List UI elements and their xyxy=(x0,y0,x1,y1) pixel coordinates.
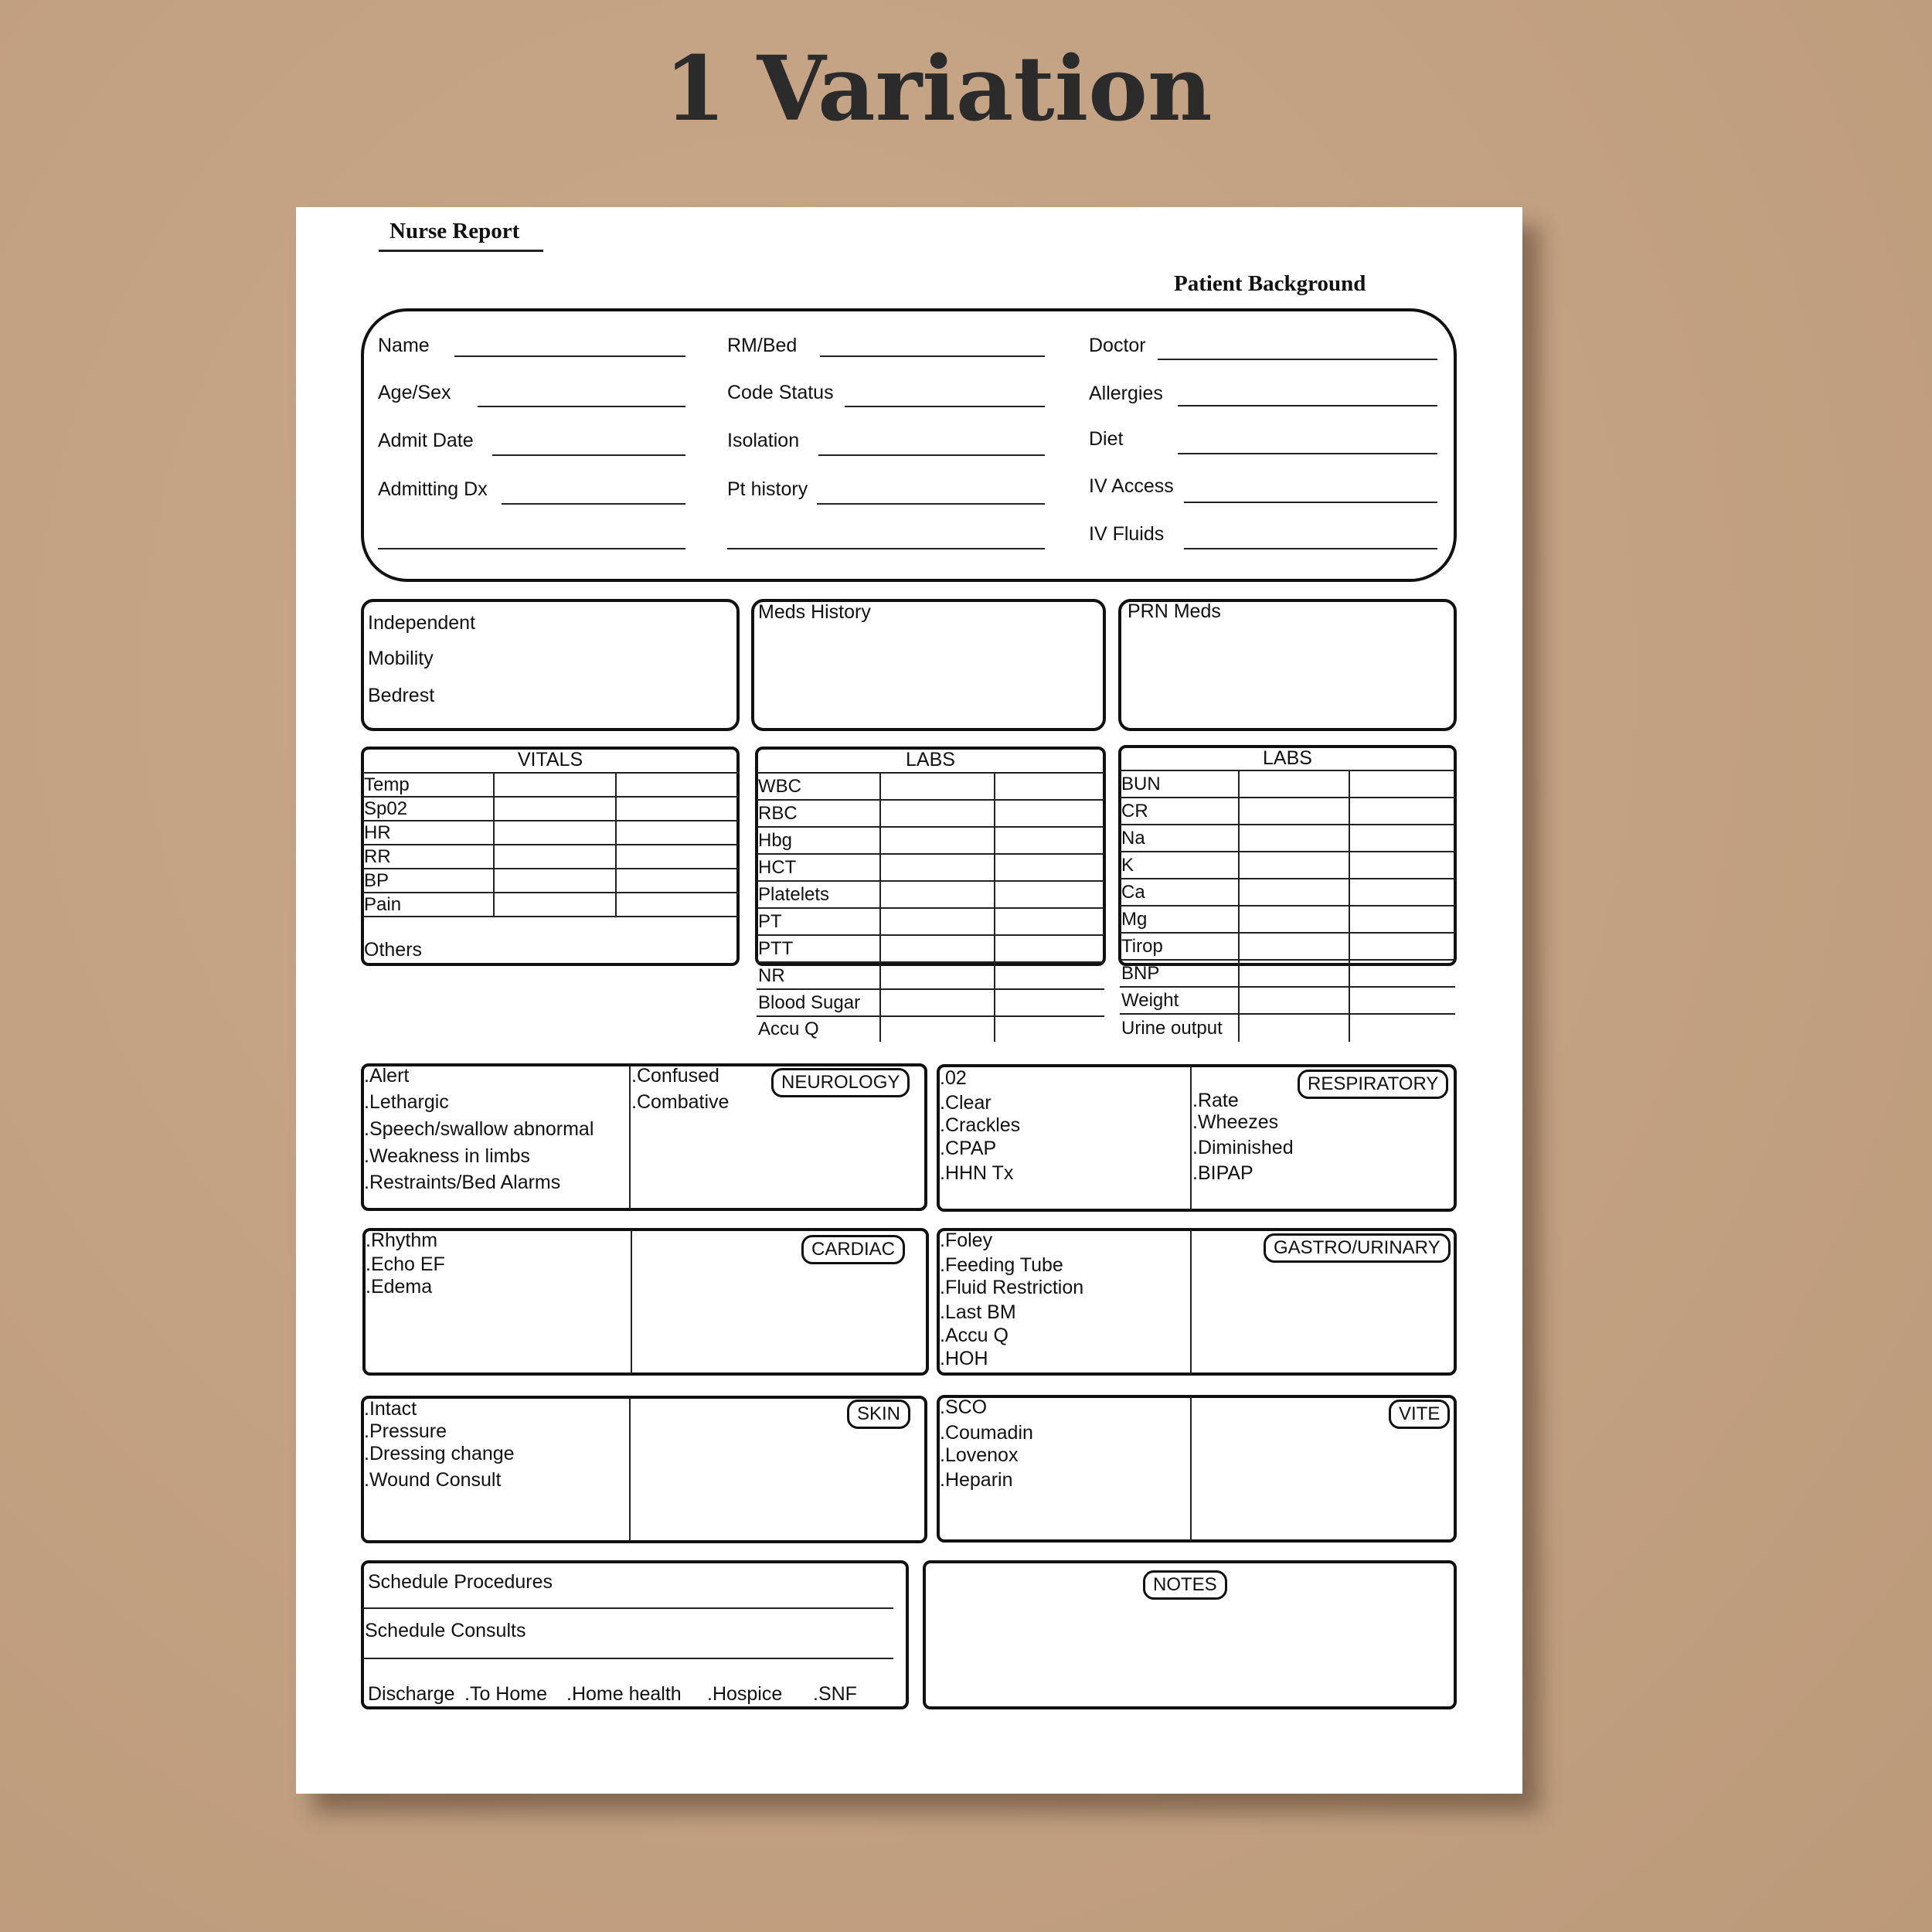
page-title: 1 Variation xyxy=(664,37,1213,141)
prn-meds-label: PRN Meds xyxy=(1128,600,1221,622)
table-cell[interactable] xyxy=(1239,825,1349,852)
extra-field-1[interactable] xyxy=(378,548,685,549)
table-cell[interactable] xyxy=(880,1016,995,1042)
labs2-row-label: K xyxy=(1120,852,1239,879)
iv-access-field[interactable] xyxy=(1184,502,1437,503)
schedule-procedures-label: Schedule Procedures xyxy=(368,1571,553,1593)
table-row xyxy=(757,1016,1104,1042)
name-field[interactable] xyxy=(454,355,685,357)
skin-tag: SKIN xyxy=(847,1400,910,1429)
table-cell[interactable] xyxy=(880,800,995,827)
patient-background-box xyxy=(361,308,1457,582)
title-underline xyxy=(379,250,543,252)
labs2-title: LABS xyxy=(1263,747,1312,769)
labs1-title: LABS xyxy=(906,749,955,770)
table-cell[interactable] xyxy=(1239,798,1349,825)
allergies-label: Allergies xyxy=(1089,383,1163,404)
gastro-divider xyxy=(1190,1230,1192,1374)
cardiac-item: .Edema xyxy=(366,1276,433,1298)
iv-fluids-field[interactable] xyxy=(1184,548,1437,549)
vitals-row-label: Temp xyxy=(362,773,494,797)
table-cell[interactable] xyxy=(1349,798,1455,825)
table-row xyxy=(757,935,1104,962)
gastro-item: .Fluid Restriction xyxy=(940,1277,1084,1298)
resp-item: .Rate xyxy=(1192,1090,1239,1111)
table-cell[interactable] xyxy=(1349,960,1455,987)
vitals-row-label: RR xyxy=(362,845,494,869)
labs1-row-label: WBC xyxy=(757,773,880,800)
labs1-row-label: HCT xyxy=(757,854,880,881)
table-cell[interactable] xyxy=(995,773,1104,800)
gastro-item: .Feeding Tube xyxy=(940,1254,1063,1276)
neuro-item: .Lethargic xyxy=(364,1091,449,1113)
neuro-item: .Combative xyxy=(631,1091,730,1113)
table-cell[interactable] xyxy=(1239,906,1349,933)
skin-divider xyxy=(629,1397,631,1542)
cardiac-divider xyxy=(631,1230,632,1374)
table-cell[interactable] xyxy=(880,962,995,989)
neuro-item: .Speech/swallow abnormal xyxy=(364,1118,594,1140)
table-cell[interactable] xyxy=(995,989,1104,1016)
resp-item: .HHN Tx xyxy=(940,1162,1014,1184)
table-row xyxy=(1120,852,1455,879)
vitals-title: VITALS xyxy=(517,749,583,770)
table-cell[interactable] xyxy=(1239,852,1349,879)
labs1-row-label: PTT xyxy=(757,935,880,962)
diet-field[interactable] xyxy=(1178,453,1437,454)
table-cell[interactable] xyxy=(880,827,995,854)
vitals-others-label: Others xyxy=(364,939,423,961)
table-cell[interactable] xyxy=(494,797,616,821)
table-cell[interactable] xyxy=(1349,1014,1455,1042)
table-cell[interactable] xyxy=(995,962,1104,989)
section-title: Patient Background xyxy=(1174,271,1366,296)
resp-item: .Crackles xyxy=(940,1114,1021,1136)
table-cell[interactable] xyxy=(995,908,1104,935)
skin-item: .Wound Consult xyxy=(364,1469,502,1491)
respiratory-tag: RESPIRATORY xyxy=(1298,1070,1448,1099)
table-cell[interactable] xyxy=(880,881,995,908)
labs1-table xyxy=(757,772,1104,1042)
table-cell[interactable] xyxy=(1239,933,1349,960)
isolation-field[interactable] xyxy=(818,454,1045,456)
table-cell[interactable] xyxy=(880,773,995,800)
table-cell[interactable] xyxy=(880,908,995,935)
mobility-bedrest: Bedrest xyxy=(368,685,435,706)
table-row xyxy=(757,827,1104,854)
discharge-option-snf[interactable]: .SNF xyxy=(813,1683,857,1705)
table-row xyxy=(362,869,738,893)
labs2-row-label: BUN xyxy=(1120,770,1239,798)
discharge-label: Discharge xyxy=(368,1683,455,1705)
vite-divider xyxy=(1190,1396,1192,1541)
skin-item: .Pressure xyxy=(364,1420,447,1442)
neuro-item: .Restraints/Bed Alarms xyxy=(364,1172,561,1193)
cardiac-item: .Echo EF xyxy=(366,1253,445,1275)
schedule-consults-label: Schedule Consults xyxy=(365,1620,526,1641)
labs1-row-label: Platelets xyxy=(757,881,880,908)
age-sex-label: Age/Sex xyxy=(378,382,451,403)
resp-item: .Diminished xyxy=(1192,1137,1294,1158)
vite-item: .Coumadin xyxy=(940,1422,1033,1444)
pt-history-field[interactable] xyxy=(817,503,1045,505)
labs1-row-label: Hbg xyxy=(757,827,880,854)
allergies-field[interactable] xyxy=(1178,405,1437,406)
table-row xyxy=(757,962,1104,989)
table-cell[interactable] xyxy=(995,881,1104,908)
labs2-row-label: Weight xyxy=(1120,987,1239,1014)
neuro-item: .Alert xyxy=(364,1065,410,1087)
respiratory-divider xyxy=(1190,1066,1192,1210)
table-cell[interactable] xyxy=(494,773,616,797)
age-sex-field[interactable] xyxy=(478,406,685,407)
labs1-row-label: PT xyxy=(757,908,880,935)
table-cell[interactable] xyxy=(995,935,1104,962)
labs2-row-label: Na xyxy=(1120,825,1239,852)
table-cell[interactable] xyxy=(494,821,616,845)
table-row xyxy=(1120,798,1455,825)
table-cell[interactable] xyxy=(1239,960,1349,987)
vite-item: .Lovenox xyxy=(940,1444,1019,1466)
gastro-item: .Accu Q xyxy=(940,1325,1009,1346)
nurse-report-sheet xyxy=(296,207,1522,1794)
isolation-label: Isolation xyxy=(727,430,800,451)
table-row xyxy=(1120,906,1455,933)
table-cell[interactable] xyxy=(616,845,738,869)
resp-item: .CPAP xyxy=(940,1138,997,1159)
table-cell[interactable] xyxy=(1239,987,1349,1014)
vite-item: .SCO xyxy=(940,1396,988,1418)
table-cell[interactable] xyxy=(494,869,616,893)
table-row xyxy=(1120,960,1455,987)
table-cell[interactable] xyxy=(1239,1014,1349,1042)
vite-item: .Heparin xyxy=(940,1469,1013,1491)
admitting-dx-label: Admitting Dx xyxy=(378,478,488,500)
table-cell[interactable] xyxy=(880,935,995,962)
vitals-row-label: HR xyxy=(362,821,494,845)
labs2-table xyxy=(1120,770,1455,1042)
labs2-row-label: Ca xyxy=(1120,879,1239,906)
table-cell[interactable] xyxy=(880,989,995,1016)
gastro-item: .Last BM xyxy=(940,1301,1016,1323)
mobility-independent: Independent xyxy=(368,612,476,634)
table-row xyxy=(362,845,738,869)
gastro-item: .HOH xyxy=(940,1348,988,1369)
vite-box xyxy=(937,1395,1457,1543)
table-cell[interactable] xyxy=(880,854,995,881)
neurology-tag: NEUROLOGY xyxy=(771,1068,910,1097)
table-row xyxy=(1120,933,1455,960)
neuro-item: .Weakness in limbs xyxy=(364,1145,530,1167)
table-row xyxy=(757,881,1104,908)
resp-item: .Wheezes xyxy=(1192,1111,1279,1133)
table-cell[interactable] xyxy=(1349,987,1455,1014)
table-row xyxy=(757,800,1104,827)
vitals-row-label: Sp02 xyxy=(362,797,494,821)
name-label: Name xyxy=(378,335,430,356)
table-cell[interactable] xyxy=(1349,879,1455,906)
admitting-dx-field[interactable] xyxy=(502,503,685,505)
neuro-item: .Confused xyxy=(631,1065,719,1087)
labs1-row-label: Accu Q xyxy=(757,1016,880,1042)
gastro-tag: GASTRO/URINARY xyxy=(1264,1233,1451,1263)
labs2-row-label: CR xyxy=(1120,798,1239,825)
mobility-mobility: Mobility xyxy=(368,648,434,669)
neurology-divider xyxy=(629,1065,631,1209)
cardiac-tag: CARDIAC xyxy=(801,1235,905,1264)
table-row xyxy=(1120,987,1455,1014)
vitals-table xyxy=(362,772,738,917)
discharge-option-home-health[interactable]: .Home health xyxy=(566,1683,682,1705)
diet-label: Diet xyxy=(1089,428,1124,450)
table-row xyxy=(362,773,738,797)
table-row xyxy=(362,821,738,845)
vitals-row-label: BP xyxy=(362,869,494,893)
form-title: Nurse Report xyxy=(389,219,520,243)
table-cell[interactable] xyxy=(995,1016,1104,1042)
table-cell[interactable] xyxy=(494,845,616,869)
admit-date-label: Admit Date xyxy=(378,430,474,451)
iv-fluids-label: IV Fluids xyxy=(1089,523,1165,545)
labs2-row-label: Tirop xyxy=(1120,933,1239,960)
table-cell[interactable] xyxy=(1349,906,1455,933)
resp-item: .02 xyxy=(940,1067,967,1089)
table-cell[interactable] xyxy=(616,893,738,917)
table-cell[interactable] xyxy=(616,869,738,893)
labs1-row-label: RBC xyxy=(757,800,880,827)
table-row xyxy=(757,854,1104,881)
table-row xyxy=(1120,825,1455,852)
vite-tag: VITE xyxy=(1389,1400,1450,1429)
table-cell[interactable] xyxy=(616,773,738,797)
labs2-row-label: Urine output xyxy=(1120,1014,1239,1042)
table-cell[interactable] xyxy=(995,854,1104,881)
schedule-consults-field[interactable] xyxy=(362,1658,893,1659)
resp-item: .BIPAP xyxy=(1192,1162,1253,1184)
pt-history-label: Pt history xyxy=(727,478,808,500)
gastro-item: .Foley xyxy=(940,1230,993,1251)
code-status-field[interactable] xyxy=(845,406,1045,407)
table-row xyxy=(757,908,1104,935)
labs2-row-label: BNP xyxy=(1120,960,1239,987)
admit-date-field[interactable] xyxy=(492,454,685,456)
extra-field-2[interactable] xyxy=(727,548,1045,549)
table-row xyxy=(1120,879,1455,906)
labs1-row-label: NR xyxy=(757,962,880,989)
table-cell[interactable] xyxy=(1239,770,1349,798)
table-cell[interactable] xyxy=(1349,933,1455,960)
table-cell[interactable] xyxy=(616,821,738,845)
table-cell[interactable] xyxy=(995,800,1104,827)
doctor-label: Doctor xyxy=(1089,335,1146,356)
skin-item: .Intact xyxy=(364,1398,417,1420)
meds-history-label: Meds History xyxy=(758,601,871,623)
table-row xyxy=(1120,770,1455,798)
notes-tag: NOTES xyxy=(1143,1570,1227,1600)
rm-bed-label: RM/Bed xyxy=(727,335,798,356)
table-cell[interactable] xyxy=(1239,879,1349,906)
skin-item: .Dressing change xyxy=(364,1443,515,1464)
discharge-option-to-home[interactable]: .To Home xyxy=(464,1683,547,1705)
schedule-procedures-field[interactable] xyxy=(362,1607,893,1609)
table-cell[interactable] xyxy=(494,893,616,917)
table-row xyxy=(362,893,738,917)
vitals-row-label: Pain xyxy=(362,893,494,917)
table-cell[interactable] xyxy=(1349,852,1455,879)
cardiac-item: .Rhythm xyxy=(366,1230,438,1251)
table-row xyxy=(1120,1014,1455,1042)
table-row xyxy=(362,797,738,821)
table-cell[interactable] xyxy=(1349,770,1455,798)
iv-access-label: IV Access xyxy=(1089,475,1174,497)
labs2-row-label: Mg xyxy=(1120,906,1239,933)
table-cell[interactable] xyxy=(616,797,738,821)
rm-bed-field[interactable] xyxy=(820,355,1045,357)
table-row xyxy=(757,773,1104,800)
table-cell[interactable] xyxy=(1349,825,1455,852)
table-cell[interactable] xyxy=(995,827,1104,854)
code-status-label: Code Status xyxy=(727,382,834,403)
resp-item: .Clear xyxy=(940,1092,992,1114)
labs1-row-label: Blood Sugar xyxy=(757,989,880,1016)
doctor-field[interactable] xyxy=(1158,359,1437,360)
discharge-option-hospice[interactable]: .Hospice xyxy=(707,1683,783,1705)
table-row xyxy=(757,989,1104,1016)
